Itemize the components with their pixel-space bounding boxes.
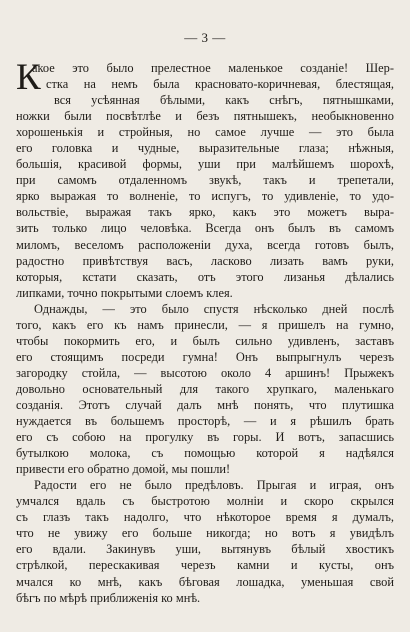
text-line: что не увижу его больше никогда; но вотъ я увидѣлъ [16,526,394,541]
text-line: Однажды, — это было спустя нѣсколько дней послѣ [34,301,394,316]
text-line: мчался ко мнѣ, какъ бѣговая лошадка, уменьшая свой [16,574,394,589]
drop-cap: К [16,57,41,98]
body-text [16,57,394,606]
text-line: бѣгъ по мѣрѣ приближенія ко мнѣ. [16,590,201,605]
paragraph [16,57,394,301]
text-line: вся усѣянная бѣлыми, какъ снѣгъ, пятнышками, [54,93,394,108]
text-line: зить только лицо человѣка. Всегда онъ былъ въ самомъ [16,221,394,236]
text-line: ярко выражая то волненіе, то испугъ, то удивленіе, то удо- [16,189,394,204]
text-line: стка на немъ была красновато-коричневая, блестящая, [46,77,394,92]
text-line: привести его обратно домой, мы пошли! [16,462,231,477]
text-line: загородку стойла, — высотою около 4 аршинъ! Прыжекъ [16,365,394,380]
text-line: чтобы покормить его, и былъ сильно удивленъ, заставъ [16,333,394,348]
text-line: его головка и чудные, выразительные глаза; нѣжныя, [16,141,394,156]
text-line: стрѣлкой, перескакивая черезъ камни и кусты, онъ [16,558,394,573]
text-line: Радости его не было предѣловъ. Прыгая и играя, онъ [34,478,394,493]
text-line: миломъ, веселомъ расположеніи духа, всегда готовъ былъ, [16,237,394,252]
text-line: его вдали. Закинувъ уши, вытянувъ бѣлый хвостикъ [16,542,394,557]
text-line: довольно основательный для такого хрупкаго, маленькаго [16,381,394,396]
text-line: хорошенькія и стройныя, но самое лучше — это была [16,125,394,140]
text-line: умчался вдаль съ быстротою молніи и скоро скрылся [16,494,394,509]
text-line: акое это было прелестное маленькое созданіе! Шер- [32,61,394,75]
text-line: которыя, кстати сказать, отъ этого лизанья дѣлались [16,269,394,284]
text-line: большія, красивой формы, уши при малѣйшемъ шорохѣ, [16,157,394,172]
text-line: нуждается въ большемъ просторѣ, — и я рѣшилъ брать [16,414,394,429]
text-line: при самомъ отдаленномъ звукѣ, такъ и трепетали, [16,173,394,188]
text-line: ножки были посвѣтлѣе и безъ пятнышекъ, необыкновенно [16,109,394,124]
paragraph [16,477,394,605]
text-line: его съ собою на прогулку въ горы. И вотъ, запасшись [16,430,394,445]
paragraph [16,301,394,478]
text-line: его стоящимъ посреди гумна! Онъ выпрыгнулъ черезъ [16,349,394,364]
text-line: того, какъ его къ намъ принесли, — я пришелъ на гумно, [16,317,394,332]
page-number: — 3 — [184,30,226,45]
text-line: вольствіе, выражая такъ ярко, какъ это можетъ выра- [16,205,394,220]
text-line: бутылкою молока, съ помощью которой я надѣялся [16,446,394,461]
text-line: липками, точно покрытыми слоемъ клея. [16,285,233,300]
text-line: радостно привѣтствуя васъ, ласково лизать вамъ руки, [16,253,394,268]
text-line: съ глазъ такъ надолго, что нѣкоторое время я думалъ, [16,510,394,525]
text-line: созданія. Этотъ случай далъ мнѣ понять, что плутишка [16,397,394,412]
